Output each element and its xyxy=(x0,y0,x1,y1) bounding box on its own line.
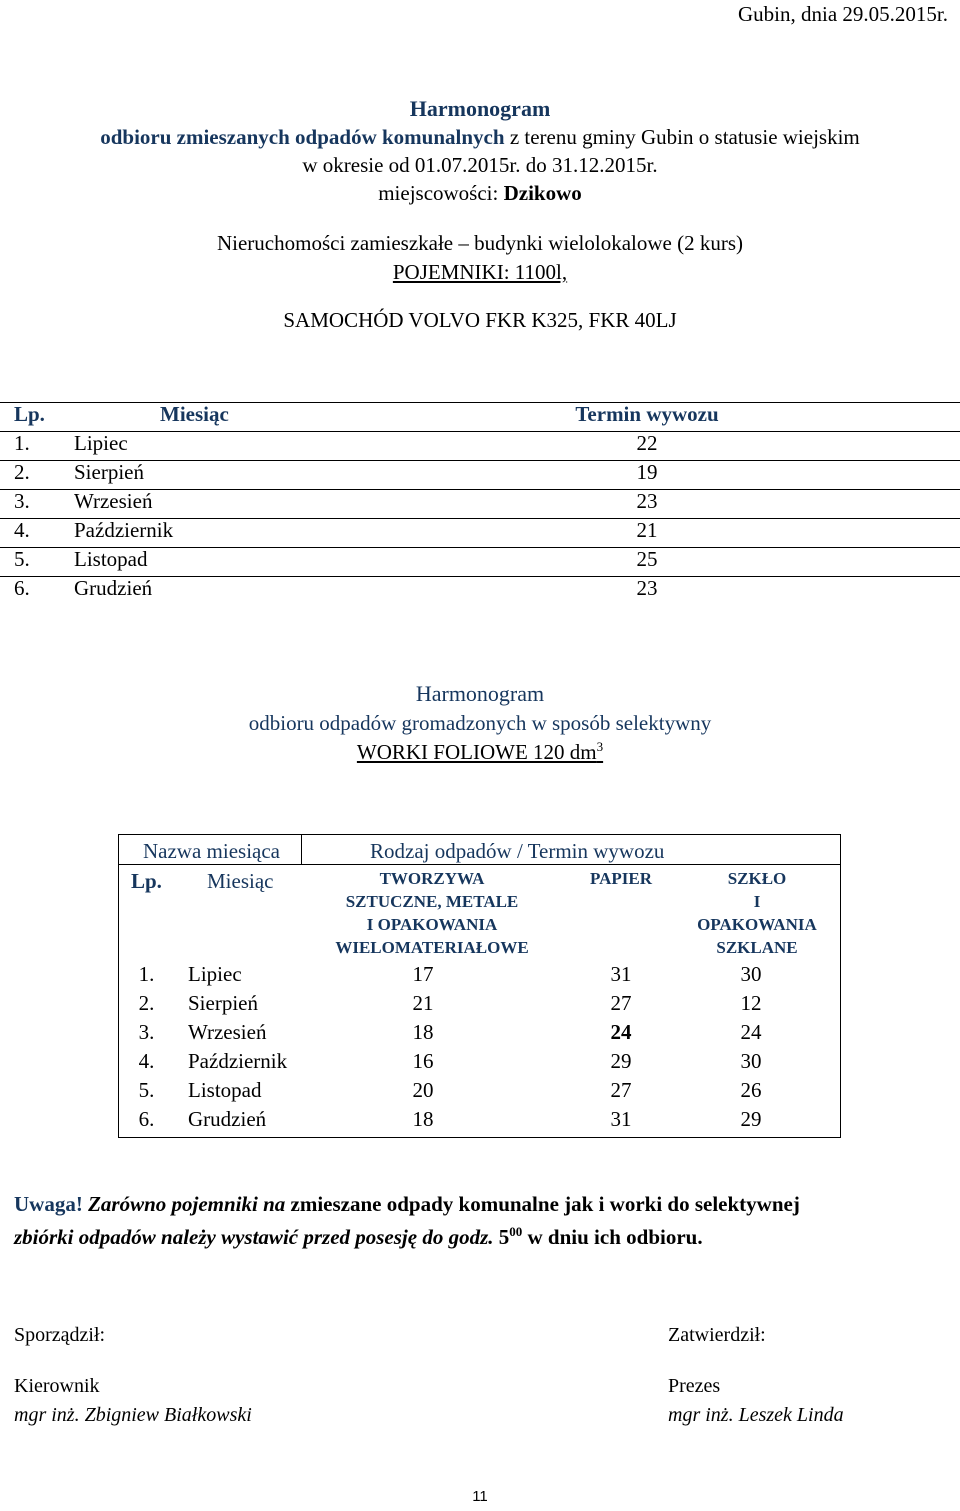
bags-text: WORKI FOLIOWE 120 dm xyxy=(356,740,597,764)
prepared-by-name: mgr inż. Zbigniew Białkowski xyxy=(14,1404,252,1426)
row-plastics: 20 xyxy=(412,1078,434,1102)
row-glass: 12 xyxy=(740,991,762,1015)
table-header-row xyxy=(0,402,960,431)
col1-line: I OPAKOWANIA xyxy=(366,915,498,934)
col1-line: WIELOMATERIAŁOWE xyxy=(335,938,529,957)
row-plastics: 18 xyxy=(412,1107,434,1131)
row-lp: 6. xyxy=(14,576,30,600)
notice-part4: 5 xyxy=(493,1225,510,1249)
row-lp: 4. xyxy=(138,1049,155,1073)
row-term: 22 xyxy=(636,431,658,455)
table-row xyxy=(119,1078,840,1107)
row-month: Listopad xyxy=(74,547,148,571)
header-waste-type: Rodzaj odpadów / Termin wywozu xyxy=(370,839,665,863)
row-paper: 27 xyxy=(610,1078,632,1102)
row-term: 19 xyxy=(636,460,658,484)
row-plastics: 16 xyxy=(412,1049,434,1073)
locality-line xyxy=(0,181,960,206)
locality-label: miejscowości: xyxy=(378,181,504,205)
row-lp: 4. xyxy=(14,518,30,542)
section1-title: Harmonogram xyxy=(409,96,551,121)
row-month: Październik xyxy=(74,518,174,542)
row-lp: 3. xyxy=(14,489,30,513)
row-month: Październik xyxy=(188,1049,288,1073)
table-row xyxy=(0,576,960,605)
row-lp: 2. xyxy=(138,991,155,1015)
table-row xyxy=(0,431,960,460)
table-row xyxy=(119,962,840,991)
header-lp: Lp. xyxy=(131,869,162,893)
row-lp: 3. xyxy=(138,1020,155,1044)
row-glass: 30 xyxy=(740,1049,762,1073)
row-month: Listopad xyxy=(188,1078,262,1102)
row-glass: 24 xyxy=(740,1020,762,1044)
row-month: Sierpień xyxy=(188,991,258,1015)
notice-part2: zmieszane odpady komunalne jak i worki do selektywnej xyxy=(285,1192,800,1216)
header-term: Termin wywozu xyxy=(575,402,719,426)
row-plastics: 21 xyxy=(412,991,434,1015)
row-month: Sierpień xyxy=(74,460,144,484)
row-paper: 27 xyxy=(610,991,632,1015)
row-glass: 30 xyxy=(740,962,762,986)
notice-label: Uwaga! xyxy=(14,1192,83,1216)
row-lp: 5. xyxy=(14,547,30,571)
row-lp: 1. xyxy=(14,431,30,455)
header-divider xyxy=(301,835,302,864)
vehicle-line: SAMOCHÓD VOLVO FKR K325, FKR 40LJ xyxy=(283,308,677,332)
property-type: Nieruchomości zamieszkałe – budynki wielolokalowe (2 kurs) xyxy=(216,231,743,255)
header-glass xyxy=(667,867,847,959)
prepared-by-role: Kierownik xyxy=(14,1375,100,1397)
header-month: Miesiąc xyxy=(160,402,229,426)
table-row xyxy=(0,547,960,576)
subtitle-bold: odbioru zmieszanych odpadów komunalnych xyxy=(100,125,505,149)
row-month: Lipiec xyxy=(188,962,242,986)
row-plastics: 17 xyxy=(412,962,434,986)
row-lp: 1. xyxy=(138,962,155,986)
containers-line: POJEMNIKI: 1100l, xyxy=(392,260,568,284)
header-plastics-metals xyxy=(301,867,563,959)
header-paper: PAPIER xyxy=(589,869,652,888)
subtitle-rest: z terenu gminy Gubin o statusie wiejskim xyxy=(504,125,860,149)
table-row xyxy=(0,518,960,547)
bags-line xyxy=(0,740,960,765)
row-lp: 6. xyxy=(138,1107,155,1131)
col3-line: I xyxy=(753,892,761,911)
row-lp: 5. xyxy=(138,1078,155,1102)
approved-by-name: mgr inż. Leszek Linda xyxy=(668,1404,844,1426)
approved-by-label: Zatwierdził: xyxy=(668,1324,766,1346)
notice-paragraph xyxy=(14,1188,946,1254)
col1-line: SZTUCZNE, METALE xyxy=(345,892,519,911)
notice-superscript: 00 xyxy=(509,1224,523,1239)
table-row xyxy=(0,460,960,489)
row-lp: 2. xyxy=(14,460,30,484)
row-paper: 24 xyxy=(610,1020,632,1044)
row-glass: 29 xyxy=(740,1107,762,1131)
header-month-name: Nazwa miesiąca xyxy=(143,839,281,863)
notice-part3: zbiórki odpadów należy wystawić przed posesję do godz. xyxy=(14,1225,494,1249)
table-row xyxy=(119,991,840,1020)
notice-part1: Zarówno pojemniki na xyxy=(82,1192,286,1216)
row-term: 23 xyxy=(636,489,658,513)
row-month: Wrzesień xyxy=(188,1020,267,1044)
section1-subtitle xyxy=(0,125,960,150)
table-row xyxy=(119,1107,840,1136)
notice-part5: w dniu ich odbioru. xyxy=(522,1225,703,1249)
col1-line: TWORZYWA xyxy=(379,869,485,888)
row-term: 23 xyxy=(636,576,658,600)
row-paper: 31 xyxy=(610,962,632,986)
section2-title: Harmonogram xyxy=(415,681,545,706)
col3-line: SZKLANE xyxy=(716,938,798,957)
prepared-by-label: Sporządził: xyxy=(14,1324,106,1346)
row-paper: 29 xyxy=(610,1049,632,1073)
row-plastics: 18 xyxy=(412,1020,434,1044)
header-separator xyxy=(119,864,840,865)
row-paper: 31 xyxy=(610,1107,632,1131)
document-date: Gubin, dnia 29.05.2015r. xyxy=(738,2,948,26)
approved-by-role: Prezes xyxy=(668,1375,721,1397)
locality-value: Dzikowo xyxy=(503,181,582,205)
bags-superscript: 3 xyxy=(596,739,604,754)
row-term: 25 xyxy=(636,547,658,571)
section2-subtitle: odbioru odpadów gromadzonych w sposób selektywny xyxy=(248,711,712,735)
collection-schedule-table xyxy=(0,402,960,605)
table-row xyxy=(119,1049,840,1078)
row-month: Grudzień xyxy=(74,576,153,600)
row-month: Lipiec xyxy=(74,431,128,455)
row-glass: 26 xyxy=(740,1078,762,1102)
header-month: Miesiąc xyxy=(207,869,274,893)
page-number: 11 xyxy=(472,1488,488,1505)
selective-schedule-table xyxy=(118,834,841,1138)
period-line: w okresie od 01.07.2015r. do 31.12.2015r. xyxy=(302,153,658,177)
header-lp: Lp. xyxy=(14,402,45,426)
col3-line: OPAKOWANIA xyxy=(697,915,817,934)
table-row xyxy=(119,1020,840,1049)
row-month: Grudzień xyxy=(188,1107,267,1131)
row-month: Wrzesień xyxy=(74,489,153,513)
row-term: 21 xyxy=(636,518,658,542)
col3-line: SZKŁO xyxy=(727,869,787,888)
table-row xyxy=(0,489,960,518)
